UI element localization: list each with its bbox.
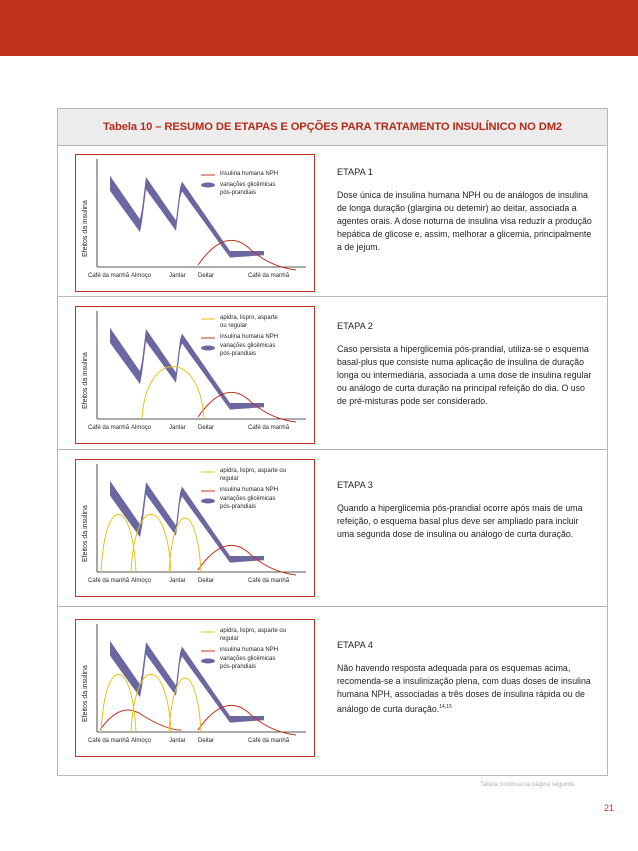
legend-band: variações glicêmicas pós-prandiais: [220, 656, 276, 670]
x-tick-label: Deitar: [198, 578, 215, 584]
legend-band: variações glicêmicas pós-prandiais: [220, 182, 276, 196]
legend-band-swatch: [201, 346, 215, 351]
table-title: Tabela 10 – RESUMO DE ETAPAS E OPÇÕES PARA TRATAMENTO INSULÍNICO NO DM2: [102, 121, 563, 133]
x-tick-label: Café da manhã: [248, 425, 290, 431]
etapa-2-title: ETAPA 2: [337, 321, 373, 331]
etapa-2-text: Caso persista a hiperglicemia pós-prandial, utiliza-se o esquema basal-plus que consiste numa aplicação de insulina de duração longa ou intermediária, associada a uma dose de insulina regular ou análogo de curta duração na principal refeição do dia. O uso de pré-misturas pode ser considerado.: [337, 344, 592, 407]
chart-plot: [76, 307, 314, 443]
chart-plot: [76, 620, 314, 756]
etapa-1-text: Dose única de insulina humana NPH ou de análogos de insulina de longa duração (glargina ou detemir) ao deitar, associada a agentes orais. A dose noturna de insulina visa reduzir a produção hepática de glicose e, assim, melhorar a glicemia, principalmente a de jejum.: [337, 190, 592, 253]
chart-plot: [76, 460, 314, 596]
legend-band: variações glicêmicas pós-prandiais: [220, 496, 276, 510]
postprandial-band: [110, 328, 264, 410]
x-tick-label: Almoço: [131, 273, 152, 279]
y-axis-label: Efeitos da insulina: [82, 665, 89, 722]
x-tick-label: Café da manhã: [248, 738, 290, 744]
x-tick-label: Jantar: [169, 738, 186, 744]
row-divider: [58, 449, 607, 450]
x-tick-label: Jantar: [169, 273, 186, 279]
etapa-3-text: Quando a hiperglicemia pós-prandial ocorre após mais de uma refeição, o esquema basal plus deve ser ampliado para incluir uma segunda dose de insulina ou análogo de curta duração.: [337, 503, 583, 540]
insulin-chart-etapa-1: [75, 154, 315, 292]
legend-rapid: apidra, lispro, asparte ou regular: [220, 468, 287, 482]
x-tick-label: Café da manhã: [248, 273, 290, 279]
etapa-4-title: ETAPA 4: [337, 640, 373, 650]
chart-plot: [76, 155, 314, 291]
x-tick-label: Almoço: [131, 738, 152, 744]
x-tick-label: Café da manhã: [88, 425, 130, 431]
x-tick-label: Deitar: [198, 273, 215, 279]
x-tick-label: Café da manhã: [248, 578, 290, 584]
row-divider: [58, 296, 607, 297]
insulin-chart-etapa-2: [75, 306, 315, 444]
x-tick-label: Deitar: [198, 425, 215, 431]
page-number: 21: [604, 803, 615, 813]
x-tick-label: Deitar: [198, 738, 215, 744]
etapa-4-text: Não havendo resposta adequada para os esquemas acima, recomenda-se a insulinização plena, com duas doses de insulina humana NPH, associadas a três doses de insulina rápida ou de análogo de curta duração.$^{14,15}$: [337, 663, 591, 715]
x-tick-label: Jantar: [169, 425, 186, 431]
reference-superscript: 14,15: [439, 704, 452, 711]
x-tick-label: Café da manhã: [88, 273, 130, 279]
x-tick-label: Jantar: [169, 578, 186, 584]
legend-band-swatch: [201, 659, 215, 664]
etapa-1-title: ETAPA 1: [337, 167, 373, 177]
x-tick-label: Café da manhã: [88, 738, 130, 744]
legend-nph: insulina humana NPH: [220, 647, 279, 653]
legend-rapid: apidra, lispro, asparte ou regular: [220, 315, 278, 329]
x-tick-label: Almoço: [131, 578, 152, 584]
legend-nph: insulina humana NPH: [220, 487, 279, 493]
insulin-chart-etapa-3: [75, 459, 315, 597]
y-axis-label: Efeitos da insulina: [82, 505, 89, 562]
y-axis-label: Efeitos da insulina: [82, 352, 89, 409]
x-tick-label: Café da manhã: [88, 578, 130, 584]
row-divider: [58, 606, 607, 607]
x-tick-label: Almoço: [131, 425, 152, 431]
top-color-bar: [0, 0, 638, 56]
table-continues-note: Tabela continua na página seguinte.: [480, 782, 577, 788]
table-header: [58, 109, 607, 146]
legend-nph: insulina humana NPH: [220, 171, 279, 177]
legend-band-swatch: [201, 499, 215, 504]
postprandial-band: [110, 176, 264, 258]
legend-rapid: apidra, lispro, asparte ou regular: [220, 628, 287, 642]
etapa-3-title: ETAPA 3: [337, 480, 373, 490]
insulin-chart-etapa-4: [75, 619, 315, 757]
legend-band-swatch: [201, 183, 215, 188]
summary-table: [57, 108, 608, 776]
legend-nph: insulina humana NPH: [220, 334, 279, 340]
legend-band: variações glicêmicas pós-prandiais: [220, 343, 276, 357]
y-axis-label: Efeitos da insulina: [82, 200, 89, 257]
